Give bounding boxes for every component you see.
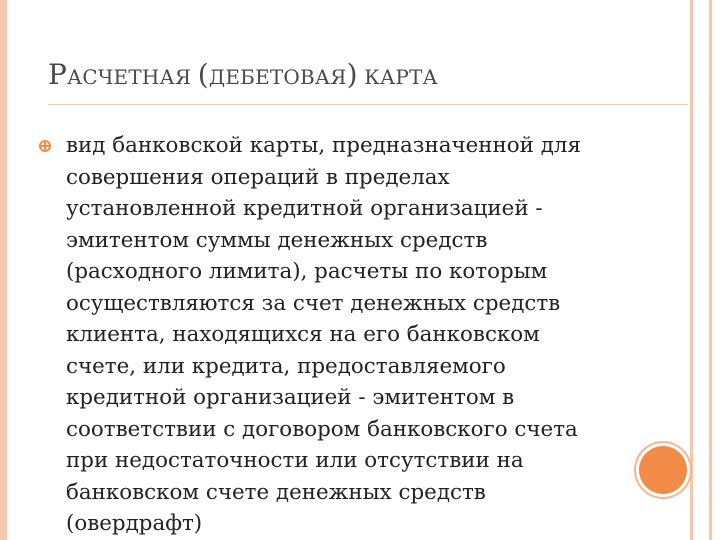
circle-cross-bullet-icon — [39, 140, 51, 152]
body-line: эмитентом суммы денежных средств — [66, 227, 488, 253]
title-part-3: КАРТА — [357, 65, 438, 89]
title-initial-1: Р — [48, 58, 68, 91]
title-divider — [48, 104, 688, 105]
body-line: совершения операций в пределах — [66, 164, 450, 190]
body-line: установленной кредитной организацией ‑ — [66, 196, 543, 221]
body-line: банковском счете денежных средств — [66, 479, 486, 505]
body-line: вид банковской карты, предназначенной для — [66, 133, 581, 158]
title-part-1: АСЧЕТНАЯ — [67, 65, 198, 89]
body-line: счете, или кредита, предоставляемого — [66, 353, 506, 379]
slide-title — [48, 58, 438, 91]
body-line: соответствии с договором банковского счета — [66, 416, 578, 442]
right-frame-bar-inner — [709, 0, 712, 540]
body-line: клиента, находящихся на его банковском — [66, 322, 540, 347]
body-line: кредитной организацией - эмитентом в — [66, 385, 515, 410]
body-line: осуществляются за счет денежных средств — [66, 290, 561, 316]
orange-circle-icon — [639, 446, 687, 494]
left-frame-bar — [0, 0, 7, 540]
title-paren-close: ) — [346, 58, 358, 91]
body-line: (овердрафт) — [66, 511, 203, 536]
right-frame-bar — [690, 0, 693, 540]
body-line: (расходного лимита), расчеты по которым — [66, 259, 548, 284]
title-part-2: ДЕБЕТОВАЯ — [208, 65, 347, 89]
definition-text — [66, 130, 656, 540]
body-line: при недостаточности или отсутствии на — [66, 448, 524, 473]
title-initial-2: ( — [197, 58, 209, 91]
